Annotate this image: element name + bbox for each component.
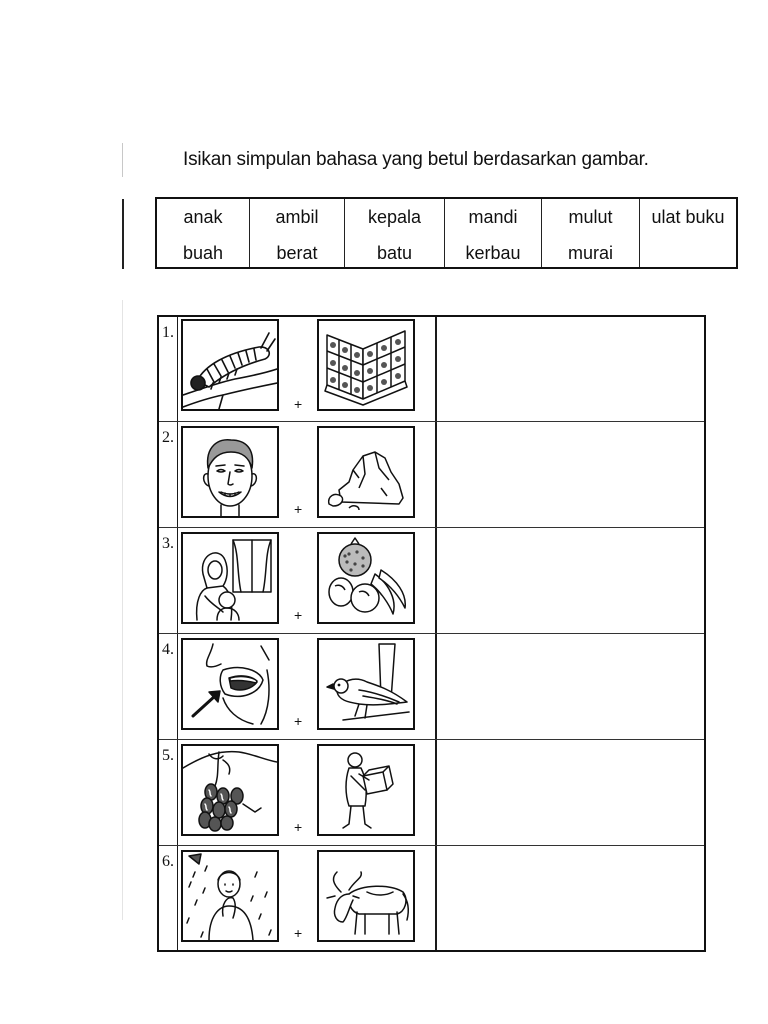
answer-cell — [437, 317, 704, 421]
picture-box-right — [317, 426, 415, 518]
picture-box-right — [317, 532, 415, 624]
picture-box-left — [181, 319, 279, 411]
margin-line-faint — [122, 300, 123, 920]
word-bank-word: batu — [376, 243, 413, 263]
answer-cell — [437, 528, 704, 633]
picture-box-right — [317, 850, 415, 942]
exercise-row-3 — [159, 527, 704, 633]
row-number: 3. — [162, 535, 174, 552]
carrying-box-icon — [319, 746, 413, 834]
answer-cell — [437, 846, 704, 950]
mouth-icon — [183, 640, 277, 728]
plus-sign: + — [294, 713, 303, 729]
rock-icon — [319, 428, 413, 516]
row-number: 6. — [162, 853, 174, 870]
word-bank-word: ulat buku — [651, 207, 725, 227]
word-bank-word: kerbau — [465, 243, 521, 263]
plus-sign: + — [294, 607, 303, 623]
mother-child-icon — [183, 534, 277, 622]
book-icon — [319, 321, 413, 409]
word-bank-cell — [250, 199, 345, 267]
answer-cell — [437, 422, 704, 527]
row-number: 5. — [162, 747, 174, 764]
word-bank-cell — [345, 199, 445, 267]
word-bank-word: buah — [182, 243, 224, 263]
word-bank-word: berat — [276, 243, 318, 263]
exercise-row-1 — [159, 317, 704, 421]
exercise-row-5 — [159, 739, 704, 845]
instruction-text: Isikan simpulan bahasa yang betul berdasarkan gambar. — [183, 149, 649, 170]
word-bank-cell — [445, 199, 542, 267]
plus-sign: + — [294, 501, 303, 517]
word-bank-word: kepala — [367, 207, 422, 227]
picture-box-right — [317, 638, 415, 730]
word-bank-cell — [542, 199, 640, 267]
word-bank-cell — [157, 199, 250, 267]
word-bank-word: mandi — [468, 207, 518, 227]
picture-box-left — [181, 850, 279, 942]
picture-box-left — [181, 638, 279, 730]
caterpillar-icon — [183, 321, 277, 409]
word-bank-word: anak — [183, 207, 223, 227]
answer-cell — [437, 634, 704, 739]
picture-box-left — [181, 426, 279, 518]
word-bank-cell — [640, 199, 736, 267]
face-icon — [183, 428, 277, 516]
word-bank-word: murai — [567, 243, 613, 263]
row-number: 4. — [162, 641, 174, 658]
exercise-row-2 — [159, 421, 704, 527]
margin-bar — [122, 199, 124, 269]
hanging-fruit-icon — [183, 746, 277, 834]
plus-sign: + — [294, 819, 303, 835]
picture-box-left — [181, 744, 279, 836]
plus-sign: + — [294, 925, 303, 941]
picture-box-right — [317, 744, 415, 836]
answer-cell — [437, 740, 704, 845]
row-number: 1. — [162, 324, 174, 341]
word-bank-word: ambil — [275, 207, 319, 227]
word-bank-table — [155, 197, 738, 269]
buffalo-icon — [319, 852, 413, 940]
word-bank-word: mulut — [568, 207, 613, 227]
row-number: 2. — [162, 429, 174, 446]
bird-icon — [319, 640, 413, 728]
bathing-icon — [183, 852, 277, 940]
exercise-table — [157, 315, 706, 952]
picture-box-right — [317, 319, 415, 411]
picture-box-left — [181, 532, 279, 624]
exercise-row-4 — [159, 633, 704, 739]
plus-sign: + — [294, 396, 303, 412]
exercise-row-6 — [159, 845, 704, 950]
margin-mark-top — [122, 143, 123, 177]
fruits-icon — [319, 534, 413, 622]
